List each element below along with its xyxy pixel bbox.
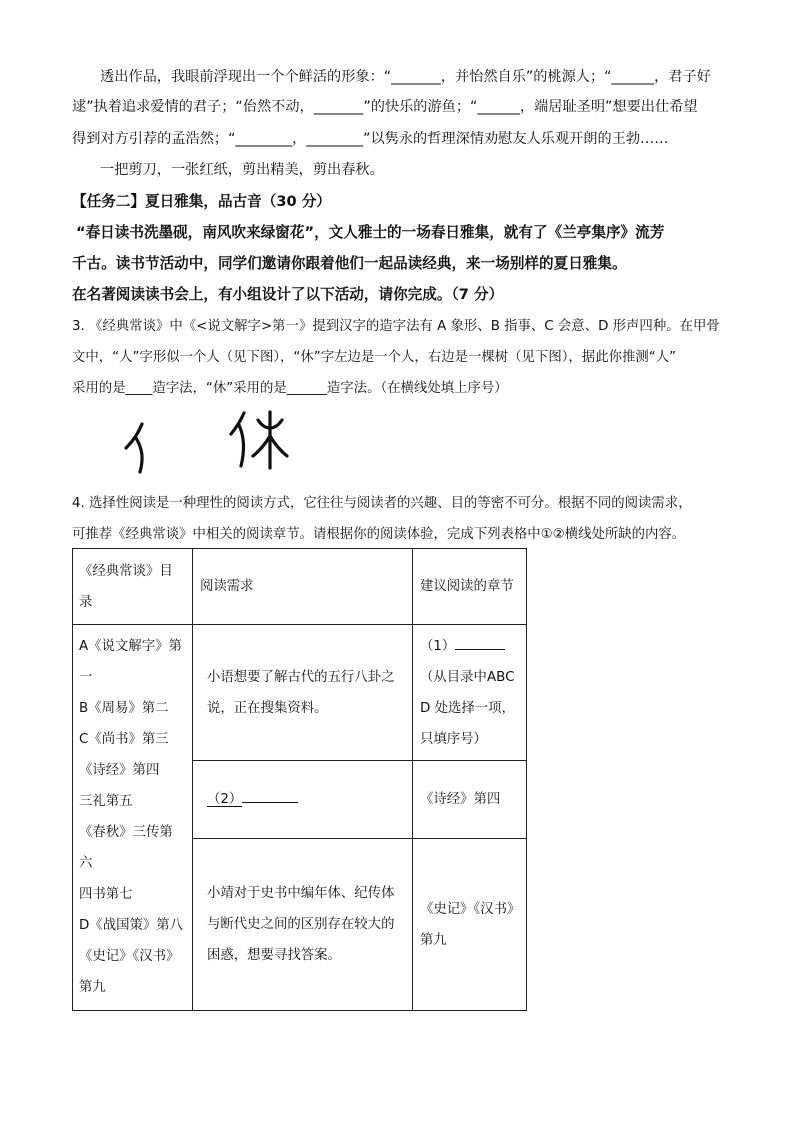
table-row — [73, 625, 527, 761]
intro-line-4: 一把剪刀，一张红纸，剪出精美，剪出春秋。 — [100, 162, 384, 178]
table-header-chapter: 建议阅读的章节 — [413, 549, 527, 625]
answer-1-label: （1） — [420, 638, 456, 654]
toc-item: 《史记》《汉书》第九 — [79, 949, 180, 995]
question-3-line-3: 采用的是____造字法，“休”采用的是______造字法。（在横线处填上序号） — [72, 381, 508, 396]
oracle-xiu-glyph-icon — [228, 408, 290, 470]
table-header-need: 阅读需求 — [193, 549, 413, 625]
table-chapter-cell-1 — [413, 625, 527, 761]
table-need-cell-2 — [193, 761, 413, 839]
toc-item: C《尚书》第三 — [79, 732, 169, 747]
answer-2-blank[interactable] — [242, 788, 298, 803]
task2-instruction: 在名著阅读读书会上，有小组设计了以下活动，请你完成。（7 分） — [72, 286, 504, 303]
question-3-line-1: 3. 《经典常谈》中《<说文解字>第一》提到汉字的造字法有 A 象形、B 指事、C 会意、D 形声四种。在甲骨 — [72, 319, 720, 334]
table-need-cell-3: 小靖对于史书中编年体、纪传体与断代史之间的区别存在较大的困惑，想要寻找答案。 — [193, 839, 413, 1011]
question-4-line-2: 可推荐《经典常谈》中相关的阅读章节。请根据你的阅读体验，完成下列表格中①②横线处所缺的内容。 — [72, 527, 686, 542]
intro-line-1: 透出作品，我眼前浮现出一个个鲜活的形象：“_______，并怡然自乐”的桃源人；“______，君子好 — [100, 69, 711, 85]
intro-line-2: 逑”执着追求爱情的君子；“佁然不动，_______”的快乐的游鱼；“______，端居耻圣明”想要出仕希望 — [72, 99, 698, 115]
toc-item: 《春秋》三传第六 — [79, 825, 173, 871]
table-header-row — [73, 549, 527, 625]
toc-item: D《战国策》第八 — [79, 918, 184, 933]
task2-paragraph-line-1: “春日读书洗墨砚，南风吹来绿窗花”，文人雅士的一场春日雅集，就有了《兰亭集序》流芳 — [76, 224, 665, 241]
table-header-toc: 《经典常谈》目录 — [73, 549, 193, 625]
table-toc-cell — [73, 625, 193, 1011]
answer-1-blank[interactable] — [455, 635, 505, 650]
oracle-ren-glyph-icon — [120, 418, 156, 474]
table-chapter-cell-2: 《诗经》第四 — [413, 761, 527, 839]
toc-item: B《周易》第二 — [79, 701, 169, 716]
toc-item: 《诗经》第四 — [79, 763, 160, 778]
task2-paragraph-line-2: 千古。读书节活动中，同学们邀请你跟着他们一起品读经典，来一场别样的夏日雅集。 — [72, 255, 627, 272]
toc-item: A《说文解字》第一 — [79, 639, 182, 685]
question-4-line-1: 4. 选择性阅读是一种理性的阅读方式，它往往与阅读者的兴趣、目的等密不可分。根据不同的阅读需求， — [72, 496, 692, 511]
question-3-line-2: 文中，“人”字形似一个人（见下图），“休”字左边是一个人，右边是一棵树（见下图），据此你推测“人” — [72, 350, 677, 365]
task2-heading: 【任务二】夏日雅集，品古音（30 分） — [72, 193, 331, 210]
answer-1-note: （从目录中ABCD 处选择一项，只填序号） — [420, 669, 515, 747]
intro-line-3: 得到对方引荐的孟浩然；“________，________”以隽永的哲理深情劝慰友人乐观开朗的王勃…… — [72, 131, 669, 147]
reading-table — [72, 548, 527, 1011]
toc-item: 三礼第五 — [79, 794, 133, 809]
toc-item: 四书第七 — [79, 887, 133, 902]
table-chapter-cell-3: 《史记》《汉书》第九 — [413, 839, 527, 1011]
table-need-cell-1: 小语想要了解古代的五行八卦之说，正在搜集资料。 — [193, 625, 413, 761]
answer-2-label: （2） — [207, 792, 243, 807]
